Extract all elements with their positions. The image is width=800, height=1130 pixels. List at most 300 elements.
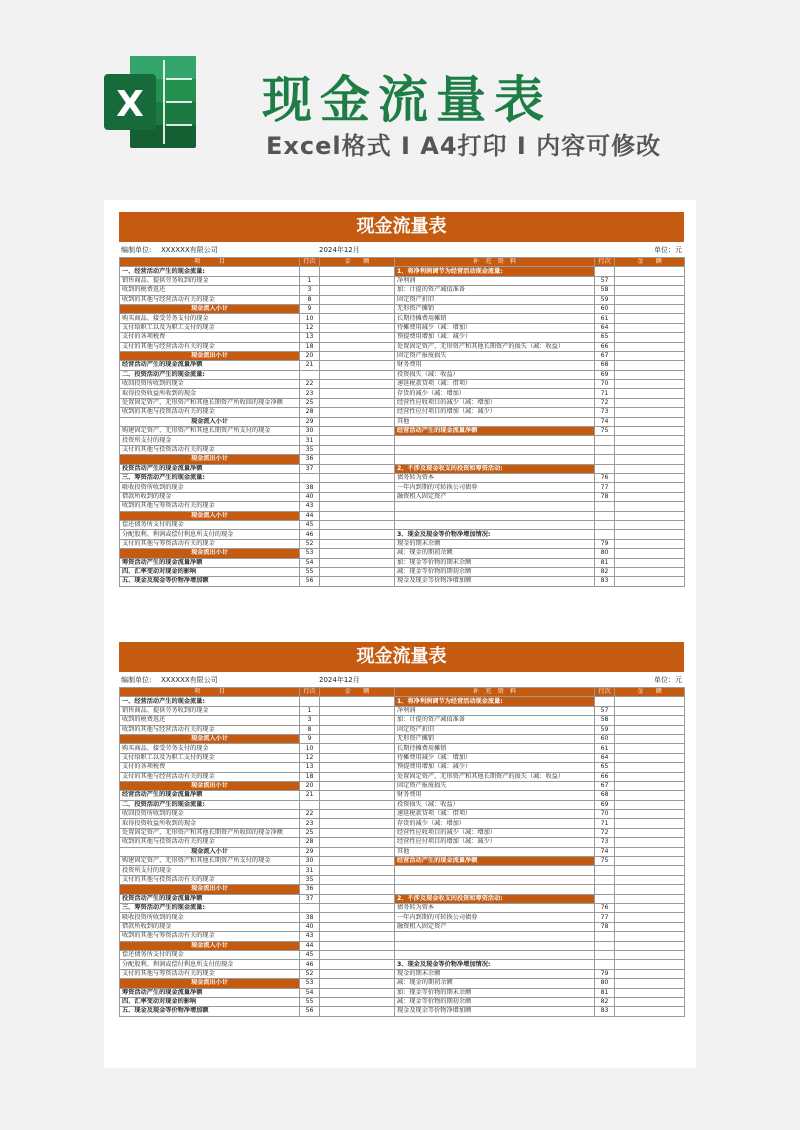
- supp-item-cell: 一年内到期的可转换公司债券: [395, 483, 595, 492]
- supp-line-no-cell: 68: [595, 361, 615, 370]
- supp-line-no-cell: 68: [595, 791, 615, 800]
- supp-line-no-cell: [595, 697, 615, 706]
- table-row: [120, 549, 685, 558]
- amount-cell: [320, 398, 395, 407]
- supp-line-no-cell: [595, 894, 615, 903]
- line-no-cell: 29: [300, 417, 320, 426]
- item-cell: 支付给职工以及为职工支付的现金: [120, 323, 300, 332]
- sheet-title: 现金流量表: [119, 642, 684, 672]
- supp-line-no-cell: 82: [595, 997, 615, 1006]
- supp-amount-cell: [615, 734, 685, 743]
- supp-item-cell: 无形资产摊销: [395, 734, 595, 743]
- amount-cell: [320, 577, 395, 586]
- line-no-cell: [300, 903, 320, 912]
- amount-cell: [320, 950, 395, 959]
- line-no-cell: 3: [300, 286, 320, 295]
- header-line2: 行次: [595, 258, 615, 267]
- supp-line-no-cell: [595, 960, 615, 969]
- cashflow-table: [119, 257, 685, 587]
- line-no-cell: 18: [300, 342, 320, 351]
- table-row: [120, 913, 685, 922]
- supp-line-no-cell: [595, 267, 615, 276]
- item-cell: 五、现金及现金等价物净增加额: [120, 577, 300, 586]
- table-row: [120, 725, 685, 734]
- supp-item-cell: 待摊费用减少（减：增加）: [395, 323, 595, 332]
- supp-line-no-cell: 60: [595, 734, 615, 743]
- line-no-cell: 45: [300, 950, 320, 959]
- supp-amount-cell: [615, 286, 685, 295]
- table-row: [120, 445, 685, 454]
- supp-amount-cell: [615, 828, 685, 837]
- supp-amount-cell: [615, 455, 685, 464]
- amount-cell: [320, 492, 395, 501]
- header-item: 项 目: [120, 258, 300, 267]
- supp-amount-cell: [615, 473, 685, 482]
- item-cell: 现金流入小计: [120, 941, 300, 950]
- supp-line-no-cell: [595, 455, 615, 464]
- supp-line-no-cell: 60: [595, 304, 615, 313]
- supp-amount-cell: [615, 342, 685, 351]
- header-item: 项 目: [120, 688, 300, 697]
- supp-amount-cell: [615, 960, 685, 969]
- supp-amount-cell: [615, 903, 685, 912]
- supp-amount-cell: [615, 913, 685, 922]
- item-cell: 支付的各项税费: [120, 763, 300, 772]
- supp-line-no-cell: [595, 530, 615, 539]
- supp-item-cell: 1、将净利润调节为经营活动现金流量:: [395, 697, 595, 706]
- currency-unit: 单位：元: [654, 676, 682, 684]
- supp-amount-cell: [615, 492, 685, 501]
- amount-cell: [320, 725, 395, 734]
- amount-cell: [320, 753, 395, 762]
- line-no-cell: 52: [300, 539, 320, 548]
- amount-cell: [320, 445, 395, 454]
- item-cell: 四、汇率变动对现金的影响: [120, 997, 300, 1006]
- supp-amount-cell: [615, 577, 685, 586]
- line-no-cell: 38: [300, 913, 320, 922]
- supp-amount-cell: [615, 857, 685, 866]
- supp-line-no-cell: 81: [595, 988, 615, 997]
- line-no-cell: 53: [300, 549, 320, 558]
- table-row: [120, 950, 685, 959]
- table-row: [120, 558, 685, 567]
- supp-amount-cell: [615, 1007, 685, 1016]
- supp-item-cell: 加：计提的资产减值准备: [395, 286, 595, 295]
- supp-line-no-cell: 77: [595, 483, 615, 492]
- table-row: [120, 875, 685, 884]
- supp-line-no-cell: [595, 950, 615, 959]
- amount-cell: [320, 351, 395, 360]
- amount-cell: [320, 530, 395, 539]
- supp-amount-cell: [615, 997, 685, 1006]
- line-no-cell: 35: [300, 875, 320, 884]
- item-cell: 收回投资所收到的现金: [120, 380, 300, 389]
- table-row: [120, 847, 685, 856]
- table-row: [120, 941, 685, 950]
- supp-line-no-cell: 65: [595, 763, 615, 772]
- amount-cell: [320, 333, 395, 342]
- line-no-cell: 46: [300, 530, 320, 539]
- supp-item-cell: [395, 950, 595, 959]
- item-cell: 收到的其他与筹资活动有关的现金: [120, 932, 300, 941]
- table-row: [120, 969, 685, 978]
- supp-line-no-cell: 65: [595, 333, 615, 342]
- amount-cell: [320, 913, 395, 922]
- supp-amount-cell: [615, 697, 685, 706]
- line-no-cell: 9: [300, 734, 320, 743]
- supp-amount-cell: [615, 502, 685, 511]
- line-no-cell: 35: [300, 445, 320, 454]
- supp-amount-cell: [615, 511, 685, 520]
- supp-line-no-cell: [595, 932, 615, 941]
- amount-cell: [320, 380, 395, 389]
- line-no-cell: 21: [300, 791, 320, 800]
- amount-cell: [320, 979, 395, 988]
- line-no-cell: 1: [300, 706, 320, 715]
- supp-line-no-cell: 75: [595, 857, 615, 866]
- supp-amount-cell: [615, 781, 685, 790]
- supp-line-no-cell: 83: [595, 1007, 615, 1016]
- supp-item-cell: 无形资产摊销: [395, 304, 595, 313]
- item-cell: 收回投资所收到的现金: [120, 810, 300, 819]
- amount-cell: [320, 455, 395, 464]
- supp-line-no-cell: 72: [595, 398, 615, 407]
- supp-item-cell: [395, 455, 595, 464]
- sheet-preview-2: [104, 630, 696, 1068]
- item-cell: 经营活动产生的现金流量净额: [120, 361, 300, 370]
- supp-line-no-cell: 64: [595, 753, 615, 762]
- table-row: [120, 960, 685, 969]
- supp-line-no-cell: 59: [595, 725, 615, 734]
- item-cell: 收到的其他与投资活动有关的现金: [120, 838, 300, 847]
- sheet-preview-1: [104, 200, 696, 638]
- amount-cell: [320, 276, 395, 285]
- line-no-cell: 52: [300, 969, 320, 978]
- supp-line-no-cell: 69: [595, 800, 615, 809]
- table-row: [120, 828, 685, 837]
- supp-amount-cell: [615, 408, 685, 417]
- supp-line-no-cell: 70: [595, 380, 615, 389]
- supp-amount-cell: [615, 725, 685, 734]
- line-no-cell: 12: [300, 323, 320, 332]
- table-row: [120, 333, 685, 342]
- item-cell: 处置固定资产、无形资产和其他长期资产所收回的现金净额: [120, 828, 300, 837]
- item-cell: 处置固定资产、无形资产和其他长期资产所收回的现金净额: [120, 398, 300, 407]
- supp-amount-cell: [615, 885, 685, 894]
- company-name: XXXXXX有限公司: [161, 246, 218, 254]
- amount-cell: [320, 549, 395, 558]
- table-header-row: [120, 688, 685, 697]
- amount-cell: [320, 828, 395, 837]
- supp-line-no-cell: [595, 941, 615, 950]
- line-no-cell: [300, 370, 320, 379]
- line-no-cell: 25: [300, 398, 320, 407]
- supp-amount-cell: [615, 800, 685, 809]
- line-no-cell: 46: [300, 960, 320, 969]
- amount-cell: [320, 866, 395, 875]
- cashflow-table: [119, 687, 685, 1017]
- table-row: [120, 791, 685, 800]
- supp-amount-cell: [615, 549, 685, 558]
- table-row: [120, 286, 685, 295]
- supp-item-cell: 现金的期末余额: [395, 969, 595, 978]
- supp-line-no-cell: 80: [595, 979, 615, 988]
- supp-item-cell: 经营性应付项目的增加（减：减少）: [395, 838, 595, 847]
- table-row: [120, 417, 685, 426]
- supp-item-cell: 长期待摊费用摊销: [395, 744, 595, 753]
- supp-item-cell: 融资租入固定资产: [395, 922, 595, 931]
- amount-cell: [320, 520, 395, 529]
- amount-cell: [320, 1007, 395, 1016]
- table-row: [120, 903, 685, 912]
- amount-cell: [320, 838, 395, 847]
- supp-item-cell: 一年内到期的可转换公司债券: [395, 913, 595, 922]
- table-row: [120, 800, 685, 809]
- supp-item-cell: 存货的减少（减：增加）: [395, 389, 595, 398]
- line-no-cell: 3: [300, 716, 320, 725]
- line-no-cell: 56: [300, 1007, 320, 1016]
- supp-amount-cell: [615, 267, 685, 276]
- supp-amount-cell: [615, 333, 685, 342]
- item-cell: 二、投资活动产生的现金流量:: [120, 370, 300, 379]
- line-no-cell: 22: [300, 810, 320, 819]
- item-cell: 现金流出小计: [120, 781, 300, 790]
- line-no-cell: 23: [300, 819, 320, 828]
- supp-item-cell: 长期待摊费用摊销: [395, 314, 595, 323]
- supp-amount-cell: [615, 744, 685, 753]
- amount-cell: [320, 304, 395, 313]
- line-no-cell: 1: [300, 276, 320, 285]
- table-row: [120, 276, 685, 285]
- supp-item-cell: 财务费用: [395, 791, 595, 800]
- item-cell: 收到的其他与投资活动有关的现金: [120, 408, 300, 417]
- line-no-cell: 55: [300, 997, 320, 1006]
- supp-line-no-cell: 73: [595, 838, 615, 847]
- amount-cell: [320, 389, 395, 398]
- supp-item-cell: 经营性应收项目的减少（减：增加）: [395, 828, 595, 837]
- supp-line-no-cell: 57: [595, 706, 615, 715]
- table-row: [120, 511, 685, 520]
- supp-item-cell: [395, 436, 595, 445]
- line-no-cell: [300, 697, 320, 706]
- table-row: [120, 706, 685, 715]
- supp-amount-cell: [615, 445, 685, 454]
- amount-cell: [320, 932, 395, 941]
- line-no-cell: 44: [300, 511, 320, 520]
- amount-cell: [320, 558, 395, 567]
- item-cell: 购建固定资产、无形资产和其他长期资产所支付的现金: [120, 427, 300, 436]
- supp-line-no-cell: 67: [595, 351, 615, 360]
- supp-amount-cell: [615, 558, 685, 567]
- table-header-row: [120, 258, 685, 267]
- supp-line-no-cell: 64: [595, 323, 615, 332]
- item-cell: 收到的其他与经营活动有关的现金: [120, 295, 300, 304]
- supp-item-cell: 融资租入固定资产: [395, 492, 595, 501]
- amount-cell: [320, 286, 395, 295]
- supp-line-no-cell: 81: [595, 558, 615, 567]
- item-cell: 支付的其他与筹资活动有关的现金: [120, 969, 300, 978]
- amount-cell: [320, 875, 395, 884]
- supp-line-no-cell: 74: [595, 417, 615, 426]
- supp-item-cell: 经营活动产生的现金流量净额: [395, 427, 595, 436]
- line-no-cell: 28: [300, 408, 320, 417]
- amount-cell: [320, 267, 395, 276]
- supp-line-no-cell: 75: [595, 427, 615, 436]
- line-no-cell: 30: [300, 857, 320, 866]
- unit-label: 编制单位:: [121, 676, 152, 684]
- supp-line-no-cell: 76: [595, 473, 615, 482]
- amount-cell: [320, 988, 395, 997]
- table-row: [120, 408, 685, 417]
- line-no-cell: 25: [300, 828, 320, 837]
- amount-cell: [320, 716, 395, 725]
- header-line: 行次: [300, 688, 320, 697]
- supp-item-cell: 减：现金等价物的期初余额: [395, 997, 595, 1006]
- period: 2024年12月: [319, 676, 360, 684]
- table-row: [120, 988, 685, 997]
- item-cell: 吸收投资所收到的现金: [120, 483, 300, 492]
- supp-line-no-cell: [595, 866, 615, 875]
- supp-item-cell: 3、现金及现金等价物净增加情况:: [395, 530, 595, 539]
- item-cell: 收到的税费返还: [120, 716, 300, 725]
- table-row: [120, 753, 685, 762]
- amount-cell: [320, 567, 395, 576]
- line-no-cell: 45: [300, 520, 320, 529]
- line-no-cell: 9: [300, 304, 320, 313]
- amount-cell: [320, 361, 395, 370]
- item-cell: 支付的其他与投资活动有关的现金: [120, 875, 300, 884]
- supp-amount-cell: [615, 567, 685, 576]
- item-cell: 支付的其他与筹资活动有关的现金: [120, 539, 300, 548]
- amount-cell: [320, 697, 395, 706]
- supp-amount-cell: [615, 988, 685, 997]
- item-cell: 现金流出小计: [120, 979, 300, 988]
- line-no-cell: 18: [300, 772, 320, 781]
- table-row: [120, 427, 685, 436]
- supp-item-cell: [395, 866, 595, 875]
- supp-item-cell: 经营性应收项目的减少（减：增加）: [395, 398, 595, 407]
- header-line: 行次: [300, 258, 320, 267]
- header-line2: 行次: [595, 688, 615, 697]
- item-cell: 现金流入小计: [120, 734, 300, 743]
- item-cell: 投资所支付的现金: [120, 436, 300, 445]
- item-cell: 现金流出小计: [120, 351, 300, 360]
- supp-line-no-cell: 70: [595, 810, 615, 819]
- item-cell: 支付的其他与经营活动有关的现金: [120, 772, 300, 781]
- line-no-cell: 30: [300, 427, 320, 436]
- item-cell: 投资活动产生的现金流量净额: [120, 464, 300, 473]
- table-row: [120, 398, 685, 407]
- supp-amount-cell: [615, 483, 685, 492]
- amount-cell: [320, 903, 395, 912]
- item-cell: 取得投资收益所收到的现金: [120, 819, 300, 828]
- supp-amount-cell: [615, 706, 685, 715]
- table-row: [120, 697, 685, 706]
- item-cell: 现金流入小计: [120, 847, 300, 856]
- table-row: [120, 567, 685, 576]
- amount-cell: [320, 314, 395, 323]
- supp-item-cell: 预提费用增加（减：减少）: [395, 333, 595, 342]
- supp-item-cell: 减：现金的期初余额: [395, 979, 595, 988]
- supp-item-cell: 预提费用增加（减：减少）: [395, 763, 595, 772]
- supp-item-cell: 现金及现金等价物净增加额: [395, 577, 595, 586]
- amount-cell: [320, 772, 395, 781]
- supp-item-cell: 经营活动产生的现金流量净额: [395, 857, 595, 866]
- item-cell: 支付的其他与投资活动有关的现金: [120, 445, 300, 454]
- excel-logo-icon: [100, 52, 200, 152]
- supp-item-cell: 债务转为资本: [395, 473, 595, 482]
- item-cell: 购买商品、接受劳务支付的现金: [120, 744, 300, 753]
- supp-amount-cell: [615, 361, 685, 370]
- supp-item-cell: 处置固定资产、无形资产和其他长期资产的损失（减：收益）: [395, 342, 595, 351]
- table-row: [120, 885, 685, 894]
- line-no-cell: 43: [300, 932, 320, 941]
- line-no-cell: 20: [300, 781, 320, 790]
- supp-line-no-cell: 66: [595, 342, 615, 351]
- supp-amount-cell: [615, 351, 685, 360]
- supp-item-cell: 1、将净利润调节为经营活动现金流量:: [395, 267, 595, 276]
- item-cell: 筹资活动产生的现金流量净额: [120, 558, 300, 567]
- table-row: [120, 436, 685, 445]
- table-row: [120, 922, 685, 931]
- amount-cell: [320, 800, 395, 809]
- line-no-cell: 8: [300, 725, 320, 734]
- supp-amount-cell: [615, 370, 685, 379]
- supp-line-no-cell: 80: [595, 549, 615, 558]
- table-row: [120, 819, 685, 828]
- item-cell: 取得投资收益所收到的现金: [120, 389, 300, 398]
- supp-line-no-cell: 59: [595, 295, 615, 304]
- supp-line-no-cell: 61: [595, 314, 615, 323]
- line-no-cell: 13: [300, 763, 320, 772]
- amount-cell: [320, 997, 395, 1006]
- supp-amount-cell: [615, 716, 685, 725]
- line-no-cell: 44: [300, 941, 320, 950]
- table-row: [120, 520, 685, 529]
- supp-line-no-cell: [595, 885, 615, 894]
- supp-amount-cell: [615, 941, 685, 950]
- table-row: [120, 1007, 685, 1016]
- table-row: [120, 530, 685, 539]
- supp-amount-cell: [615, 772, 685, 781]
- supp-item-cell: 减：现金的期初余额: [395, 549, 595, 558]
- supp-amount-cell: [615, 436, 685, 445]
- supp-item-cell: 固定资产报废损失: [395, 781, 595, 790]
- supp-item-cell: [395, 520, 595, 529]
- supp-line-no-cell: 78: [595, 492, 615, 501]
- table-row: [120, 763, 685, 772]
- line-no-cell: 54: [300, 558, 320, 567]
- banner: [0, 0, 800, 190]
- supp-item-cell: 存货的减少（减：增加）: [395, 819, 595, 828]
- amount-cell: [320, 763, 395, 772]
- supp-amount-cell: [615, 276, 685, 285]
- supp-amount-cell: [615, 866, 685, 875]
- supp-amount-cell: [615, 539, 685, 548]
- supp-line-no-cell: 69: [595, 370, 615, 379]
- supp-line-no-cell: [595, 464, 615, 473]
- table-row: [120, 473, 685, 482]
- item-cell: 分配股利、利润或偿付利息所支付的现金: [120, 530, 300, 539]
- supp-amount-cell: [615, 979, 685, 988]
- item-cell: 三、筹资活动产生的现金流量:: [120, 903, 300, 912]
- logo-letter: X: [116, 84, 144, 125]
- supp-item-cell: [395, 885, 595, 894]
- line-no-cell: [300, 800, 320, 809]
- supp-item-cell: 财务费用: [395, 361, 595, 370]
- supp-item-cell: 递延税款贷项（减：借项）: [395, 380, 595, 389]
- supp-amount-cell: [615, 838, 685, 847]
